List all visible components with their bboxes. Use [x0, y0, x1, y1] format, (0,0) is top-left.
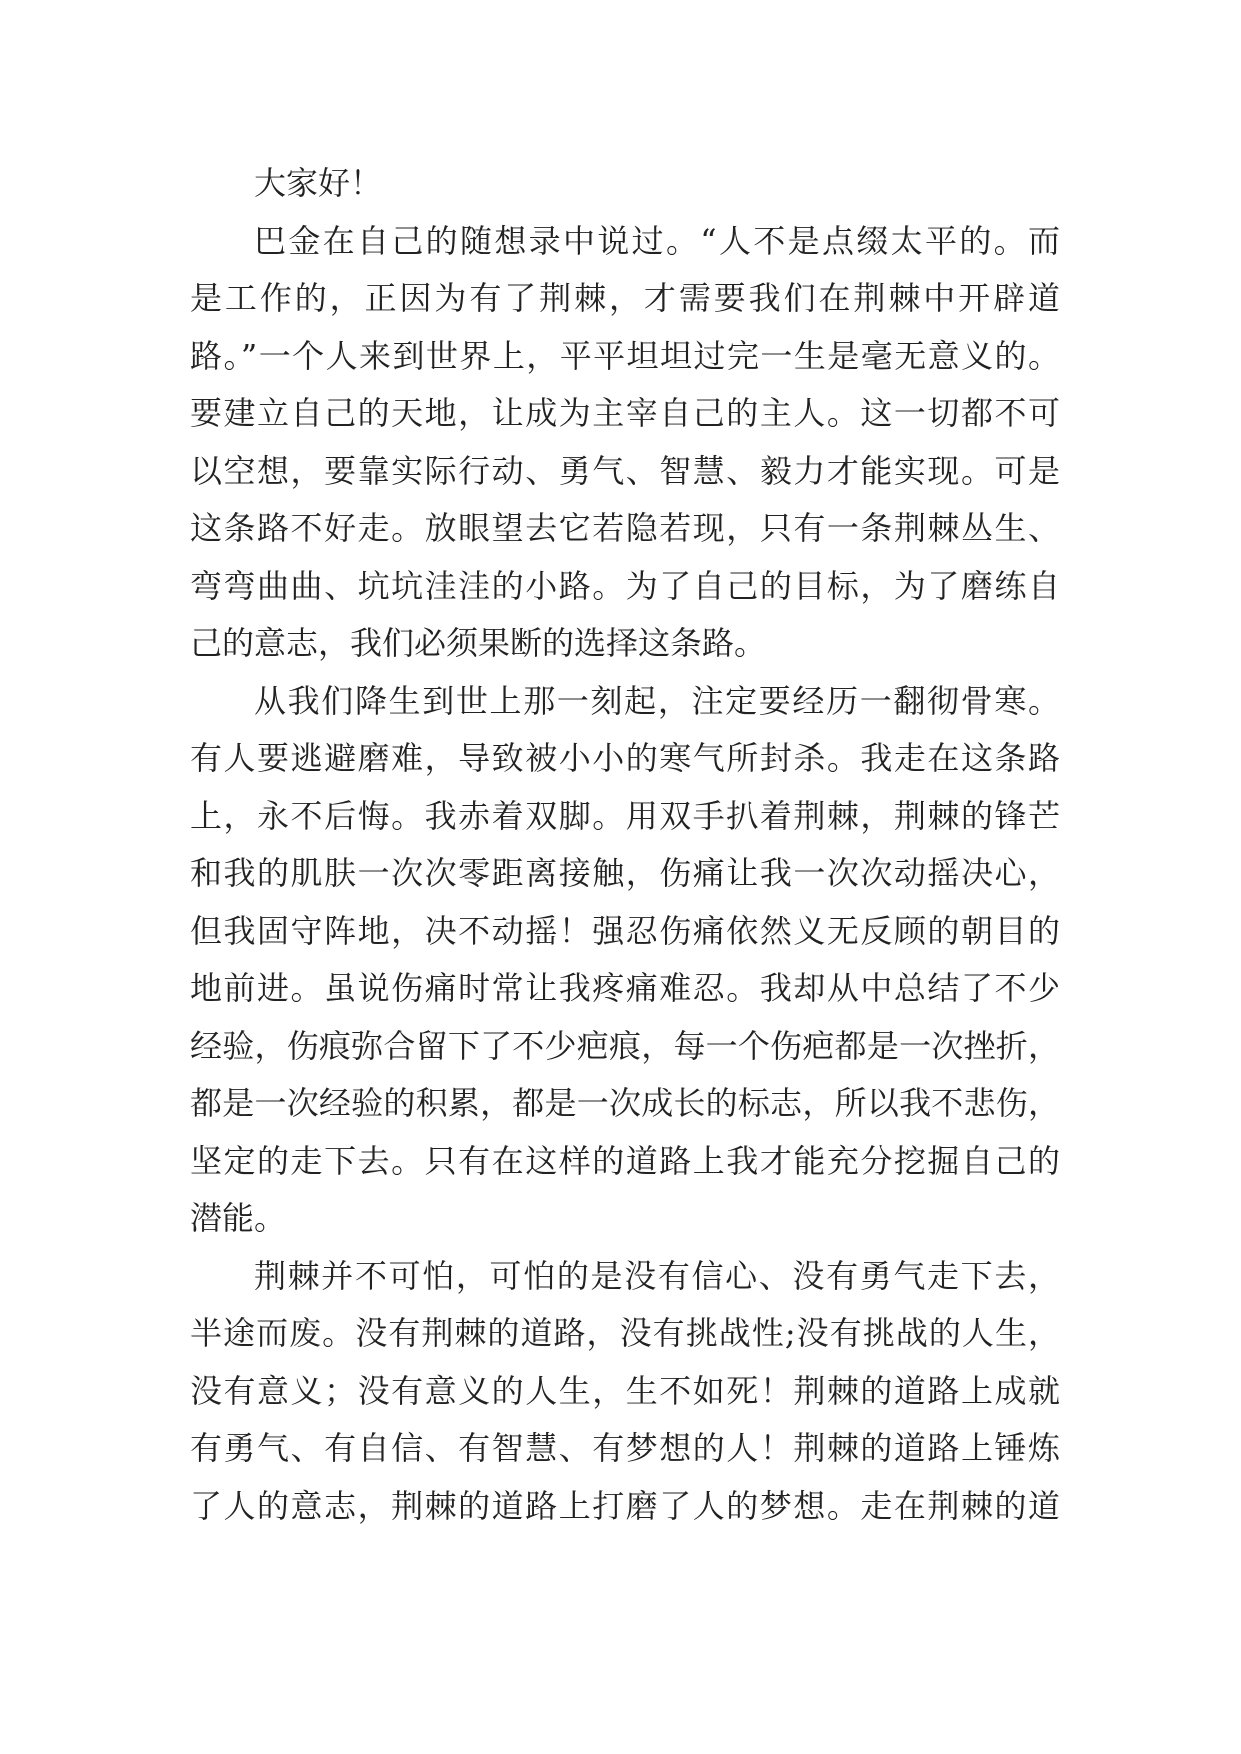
text-line: 是工作的，正因为有了荆棘，才需要我们在荆棘中开辟道: [190, 279, 1060, 317]
text-line: 路。”一个人来到世界上，平平坦坦过完一生是毫无意义的。: [190, 336, 1060, 375]
text-line: 这条路不好走。放眼望去它若隐若现，只有一条荆棘丛生、: [190, 509, 1060, 547]
text-line: 己的意志，我们必须果断的选择这条路。: [190, 624, 767, 662]
text-line: 和我的肌肤一次次零距离接触，伤痛让我一次次动摇决心，: [190, 854, 1060, 892]
text-line: 上，永不后悔。我赤着双脚。用双手扒着荆棘，荆棘的锋芒: [190, 796, 1060, 835]
text-line: 了人的意志，荆棘的道路上打磨了人的梦想。走在荆棘的道: [190, 1486, 1060, 1525]
text-line: 从我们降生到世上那一刻起，注定要经历一翻彻骨寒。: [254, 681, 1060, 720]
text-line: 要建立自己的天地，让成为主宰自己的主人。这一切都不可: [190, 394, 1060, 432]
paragraph-greeting: [190, 155, 1060, 213]
text-line: 没有意义；没有意义的人生，生不如死！荆棘的道路上成就: [190, 1371, 1060, 1410]
text-line: 有勇气、有自信、有智慧、有梦想的人！荆棘的道路上锤炼: [190, 1429, 1060, 1467]
paragraph: [190, 213, 1060, 673]
text-line: 以空想，要靠实际行动、勇气、智慧、毅力才能实现。可是: [190, 451, 1060, 490]
text-line: 有人要逃避磨难，导致被小小的寒气所封杀。我走在这条路: [190, 739, 1060, 777]
text-line: 大家好！: [254, 164, 383, 202]
text-line: 经验，伤痕弥合留下了不少疤痕，每一个伤疤都是一次挫折，: [190, 1026, 1060, 1065]
text-line: 半途而废。没有荆棘的道路，没有挑战性;没有挑战的人生，: [190, 1314, 1060, 1352]
text-line: 巴金在自己的随想录中说过。“人不是点缀太平的。而: [254, 221, 1060, 260]
document-body: [190, 155, 1060, 1535]
text-line: 弯弯曲曲、坑坑洼洼的小路。为了自己的目标，为了磨练自: [190, 566, 1060, 605]
text-line: 潜能。: [190, 1199, 287, 1237]
text-line: 荆棘并不可怕，可怕的是没有信心、没有勇气走下去，: [254, 1256, 1060, 1295]
text-line: 地前进。虽说伤痛时常让我疼痛难忍。我却从中总结了不少: [190, 969, 1060, 1007]
paragraph: [190, 673, 1060, 1248]
text-line: 但我固守阵地，决不动摇！强忍伤痛依然义无反顾的朝目的: [190, 911, 1060, 950]
text-line: 坚定的走下去。只有在这样的道路上我才能充分挖掘自己的: [190, 1141, 1060, 1180]
text-line: 都是一次经验的积累，都是一次成长的标志，所以我不悲伤，: [190, 1084, 1060, 1122]
paragraph: [190, 1248, 1060, 1536]
